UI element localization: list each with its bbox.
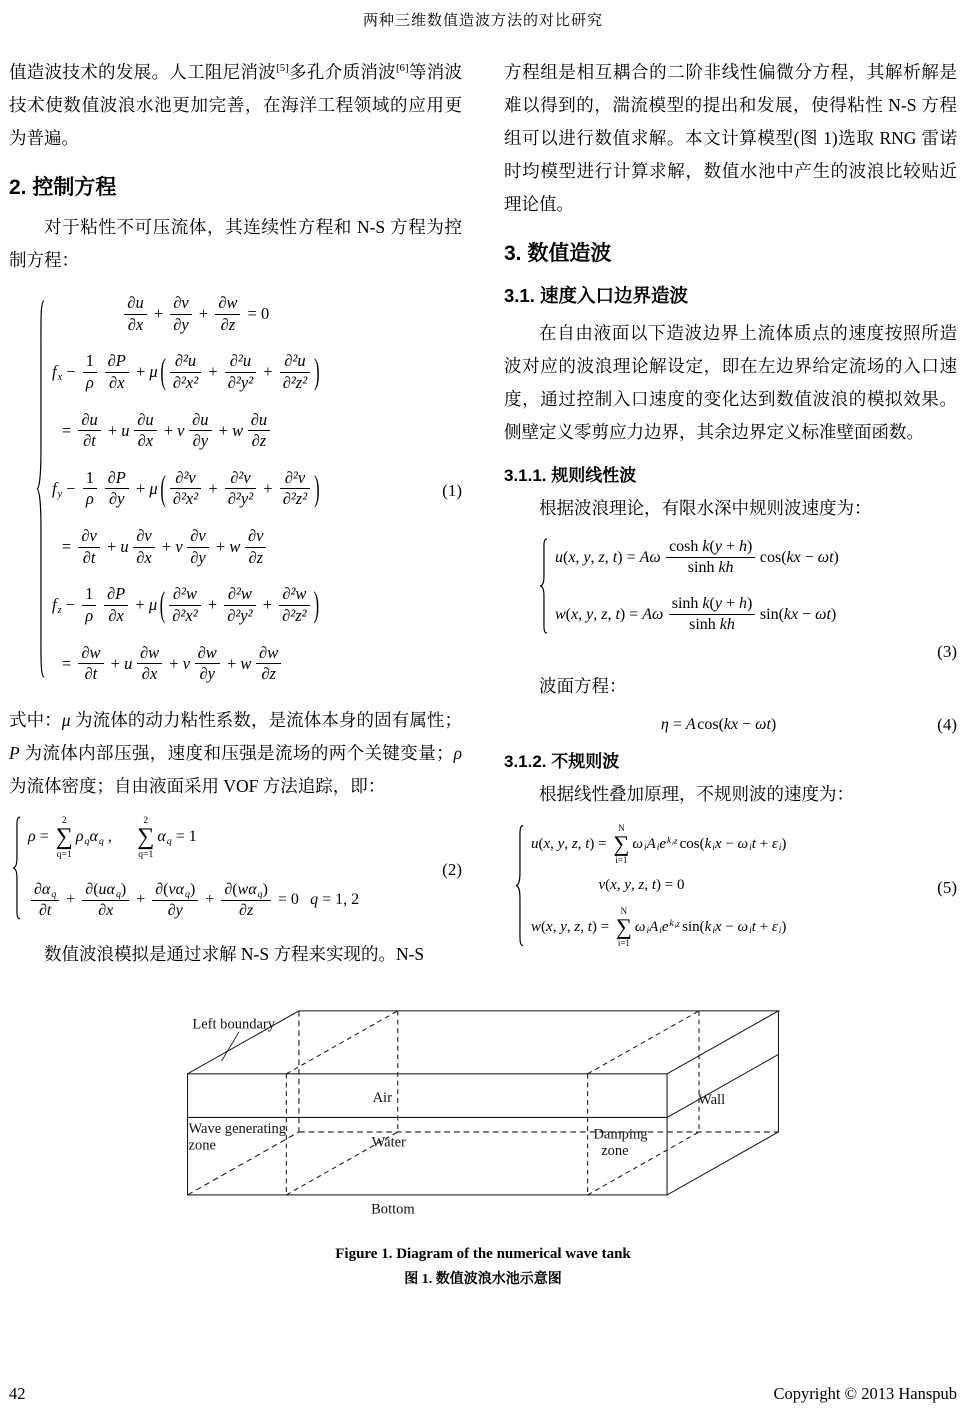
paragraph-ns-solving: 数值波浪模拟是通过求解 N-S 方程来实现的。N-S [44, 943, 425, 964]
equation-4 [504, 715, 957, 735]
equation-1-body: $\frac{\partial u}{\partial x}$ + $\frac{\partial v}{\partial y}$ + $\frac{\partial w}{\partial z}$ = 0 $f_x$ − $\frac{1}{\rho}$ $\frac{\partial P}{\partial x}$ + μ ( $\frac{\text{∂²u}}{\text{∂²x²}}$ + $\frac{\text{∂²u}}{\text{∂²y²}}$ + $\frac{\text{∂²u}}{\text{∂²z²}}$ ) = $\frac{\partial u}{\partial t}$ + u $\frac{\partial u}{\partial x}$ + v $\frac{\partial u}{\partial y}$ + w $\frac{\partial u}{\partial z}$ $f_y$ − $\frac{1}{\rho}$ $\frac{\partial P}{\partial y}$ + μ ( $\frac{\text{∂²v}}{\text{∂²x²}}$ + $\frac{\text{∂²v}}{\text{∂²y²}}$ + $\frac{\text{∂²v}}{\text{∂²z²}}$ ) = $\frac{\partial v}{\partial t}$ + u $\frac{\partial v}{\partial x}$ + v $\frac{\partial v}{\partial y}$ + w $\frac{\partial v}{\partial z}$ $f_z$ − $\frac{1}{\rho}$ $\frac{\partial P}{\partial x}$ + μ ( $\frac{\text{∂²w}}{\text{∂²x²}}$ + $\frac{\text{∂²w}}{\text{∂²y²}}$ + $\frac{\text{∂²w}}{\text{∂²z²}}$ ) = $\frac{\partial w}{\partial t}$ + u $\frac{\partial w}{\partial x}$ + v $\frac{\partial w}{\partial y}$ + w $\frac{\partial w}{\partial z}$ [9, 293, 438, 690]
label-wall: Wall [698, 1091, 726, 1108]
section-heading-governing-equations: 2. 控制方程 [9, 176, 117, 199]
equation-5-body: u ( x , y , z , t ) = N ∑ i=1 $\omega_i$ $A_i$ e $^{k_i z}$ cos( $k_i$ x − $\omega_i$ t + $\varepsilon_i$ ) v ( x , y , z , t ) = 0 w ( x , y , z , t ) = N ∑ i=1 $\omega_i$ $A_i$ e $^{k_i z}$ sin( $k_i$ x − $\omega_i$ t + $\varepsilon_i$ ) [504, 823, 933, 953]
label-water: Water [371, 1134, 406, 1151]
label-damping-zone-line2: zone [601, 1142, 629, 1159]
running-head [0, 0, 966, 30]
page-number: 42 [9, 1384, 26, 1403]
label-wave-generating-zone-line2: zone [188, 1137, 216, 1153]
equation-5-number: (5) [937, 878, 957, 898]
paragraph-irregular-wave-intro: 根据线性叠加原理，不规则波的速度为： [539, 784, 854, 804]
water-surface-line [188, 1054, 779, 1117]
section-heading-numerical-wave-generation: 3. 数值造波 [504, 242, 612, 265]
left-column [9, 56, 462, 971]
copyright-notice: Copyright © 2013 Hanspub [773, 1384, 957, 1403]
equation-4-number: (4) [937, 715, 957, 734]
subsubsection-heading-regular-linear-wave: 3.1.1. 规则线性波 [504, 466, 637, 485]
figure-caption-chinese: 图 1. 数值波浪水池示意图 [404, 1271, 562, 1287]
equation-3 [504, 537, 957, 640]
equation-1 [9, 293, 462, 690]
equation-2-body: ρ = 2 ∑ q=1 $\rho_q$ $\alpha_q$ , 2 ∑ q=1 $\alpha_q$ = 1 ∂ $\alpha_q$ ∂t + ∂ ( u $\alpha_q$ ) ∂x + ∂ ( v $\alpha_q$ ) ∂y + ∂ ( w $\alpha_q$ ) ∂z = 0 q = 1, 2 [9, 815, 438, 926]
right-column [504, 56, 957, 971]
subsection-heading-velocity-inlet: 3.1. 速度入口边界造波 [504, 285, 688, 306]
paragraph-surface-equation: 波面方程： [539, 676, 627, 696]
equation-5 [504, 823, 957, 953]
figure-1 [0, 999, 966, 1288]
label-left-boundary: Left boundary [192, 1015, 276, 1032]
two-column-body [0, 56, 966, 971]
paragraph-governing-intro: 对于粘性不可压流体，其连续性方程和 N-S 方程为控制方程： [9, 217, 462, 270]
paragraph-regular-wave-intro: 根据波浪理论，有限水深中规则波速度为： [539, 498, 872, 518]
label-damping-zone-line1: Damping [593, 1126, 648, 1143]
paragraph-velocity-inlet: 在自由液面以下造波边界上流体质点的速度按照所造波对应的波浪理论解设定，即在左边界给定流场的入口速度，通过控制入口速度的变化达到数值波浪的模拟效果。侧壁定义零剪应力边界，其余边界定义标准壁面函数。 [504, 323, 957, 442]
paper-title-header: 两种三维数值造波方法的对比研究 [362, 13, 603, 29]
paragraph-wave-absorption: 值造波技术的发展。人工阻尼消波[5]多孔介质消波[6]等消波技术使数值波浪水池更加完善，在海洋工程领域的应用更为普遍。 [9, 62, 463, 148]
figure-caption-english: Figure 1. Diagram of the numerical wave tank [335, 1245, 631, 1262]
damping-zone-boundary [588, 1010, 699, 1194]
page-footer [9, 1384, 957, 1404]
tank-top-face [188, 1010, 779, 1073]
equation-1-number: (1) [442, 481, 462, 501]
equation-3-number: (3) [937, 642, 957, 661]
label-bottom: Bottom [371, 1200, 415, 1217]
equation-2 [9, 815, 462, 926]
wave-tank-diagram [173, 999, 793, 1231]
tank-hidden-edges [188, 1010, 779, 1194]
equation-2-number: (2) [442, 860, 462, 880]
subsubsection-heading-irregular-wave: 3.1.2. 不规则波 [504, 752, 620, 771]
paragraph-ns-continued: 方程组是相互耦合的二阶非线性偏微分方程，其解析解是难以得到的，湍流模型的提出和发展，使得粘性 N-S 方程组可以进行数值求解。本文计算模型(图 1)选取 RNG 雷诺时均模型进行计算求解，数值水池中产生的波浪比较贴近理论值。 [504, 62, 957, 214]
equation-3-body: u ( x , y , z , t ) = Aω cosh k ( y + h ) sinh kh cos( kx − ωt ) w ( x , y , z , t ) = Aω sinh k ( y + h ) sinh kh sin( kx − ωt ) [504, 537, 957, 640]
paragraph-symbol-definitions: 式中：μ 为流体的动力粘性系数，是流体本身的固有属性；P 为流体内部压强，速度和压强是流场的两个关键变量；ρ 为流体密度；自由液面采用 VOF 方法追踪，即： [9, 709, 463, 796]
label-wave-generating-zone-line1: Wave generating [188, 1120, 287, 1137]
equation-4-body: η = A cos( kx − ωt ) [660, 716, 777, 733]
label-air: Air [372, 1089, 392, 1106]
